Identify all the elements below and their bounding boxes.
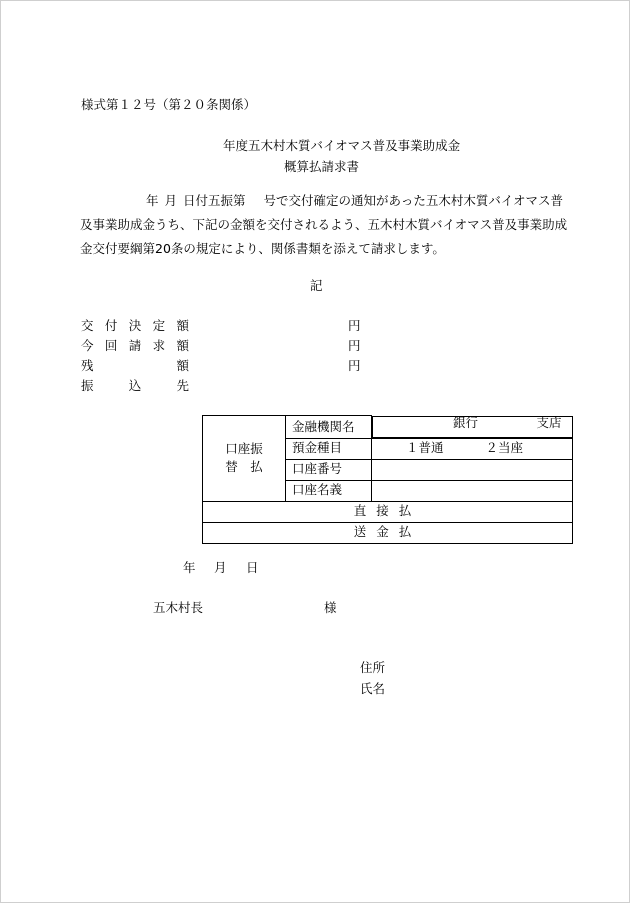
address-label: 住所 (360, 660, 386, 675)
date-year: 年 (183, 560, 196, 575)
account-number-field[interactable] (372, 459, 573, 480)
deposit-type-ordinary[interactable]: １普通 (406, 440, 444, 456)
account-holder-field[interactable] (372, 480, 573, 501)
transfer-type-cell (203, 416, 286, 502)
bank-suffix: 銀行 (453, 414, 479, 430)
bank-transfer-table (202, 415, 573, 544)
direct-payment-row[interactable]: 直接払 (203, 501, 573, 522)
transfer-label-2: 替 払 (225, 458, 263, 474)
honorific: 様 (324, 600, 337, 615)
body-day-ref: 日付五振第 (183, 193, 246, 208)
item-row-remaining-amount: 残 額 (81, 358, 189, 373)
transfer-label-1: 口座振 (225, 441, 263, 457)
body-line-1 (80, 189, 564, 213)
date-month: 月 (214, 560, 227, 575)
body-line1-rest: 号で交付確定の通知があった五木村木質バイオマス普 (263, 193, 564, 208)
item-row-request-amount: 今 回 請 求 額 (81, 338, 189, 353)
body-line-3: 金交付要綱第20条の規定により、関係書類を添えて請求します。 (80, 241, 445, 256)
ki-heading: 記 (310, 278, 323, 293)
body-line-2: 及事業助成金うち、下記の金額を交付されるよう、五木村木質バイオマス普及事業助成 (80, 217, 568, 232)
deposit-type-field[interactable] (372, 438, 573, 459)
item-row-transfer-destination: 振 込 先 (81, 378, 189, 393)
form-number: 様式第１２号（第２０条関係） (81, 97, 257, 112)
item-row-decided-amount: 交 付 決 定 額 (81, 318, 189, 333)
deposit-type-label: 預金種目 (286, 438, 372, 459)
account-number-label: 口座番号 (286, 459, 372, 480)
bank-name-label: 金融機関名 (286, 416, 372, 439)
unit-yen-2: 円 (348, 338, 361, 353)
request-body-text (80, 189, 568, 261)
remittance-payment-row[interactable]: 送金払 (203, 522, 573, 543)
deposit-type-current[interactable]: ２当座 (485, 440, 524, 456)
account-holder-label: 口座名義 (286, 480, 372, 501)
unit-yen-3: 円 (348, 358, 361, 373)
unit-yen-1: 円 (348, 318, 361, 333)
name-label: 氏名 (360, 681, 386, 696)
bank-name-field[interactable] (372, 416, 573, 438)
branch-suffix: 支店 (536, 414, 562, 430)
date-day: 日 (246, 560, 259, 575)
body-year: 年 (146, 193, 159, 208)
title-line2: 概算払請求書 (284, 159, 360, 174)
addressee: 五木村長 (153, 600, 204, 615)
body-month: 月 (164, 193, 178, 208)
title-line1: 年度五木村木質バイオマス普及事業助成金 (223, 138, 461, 153)
